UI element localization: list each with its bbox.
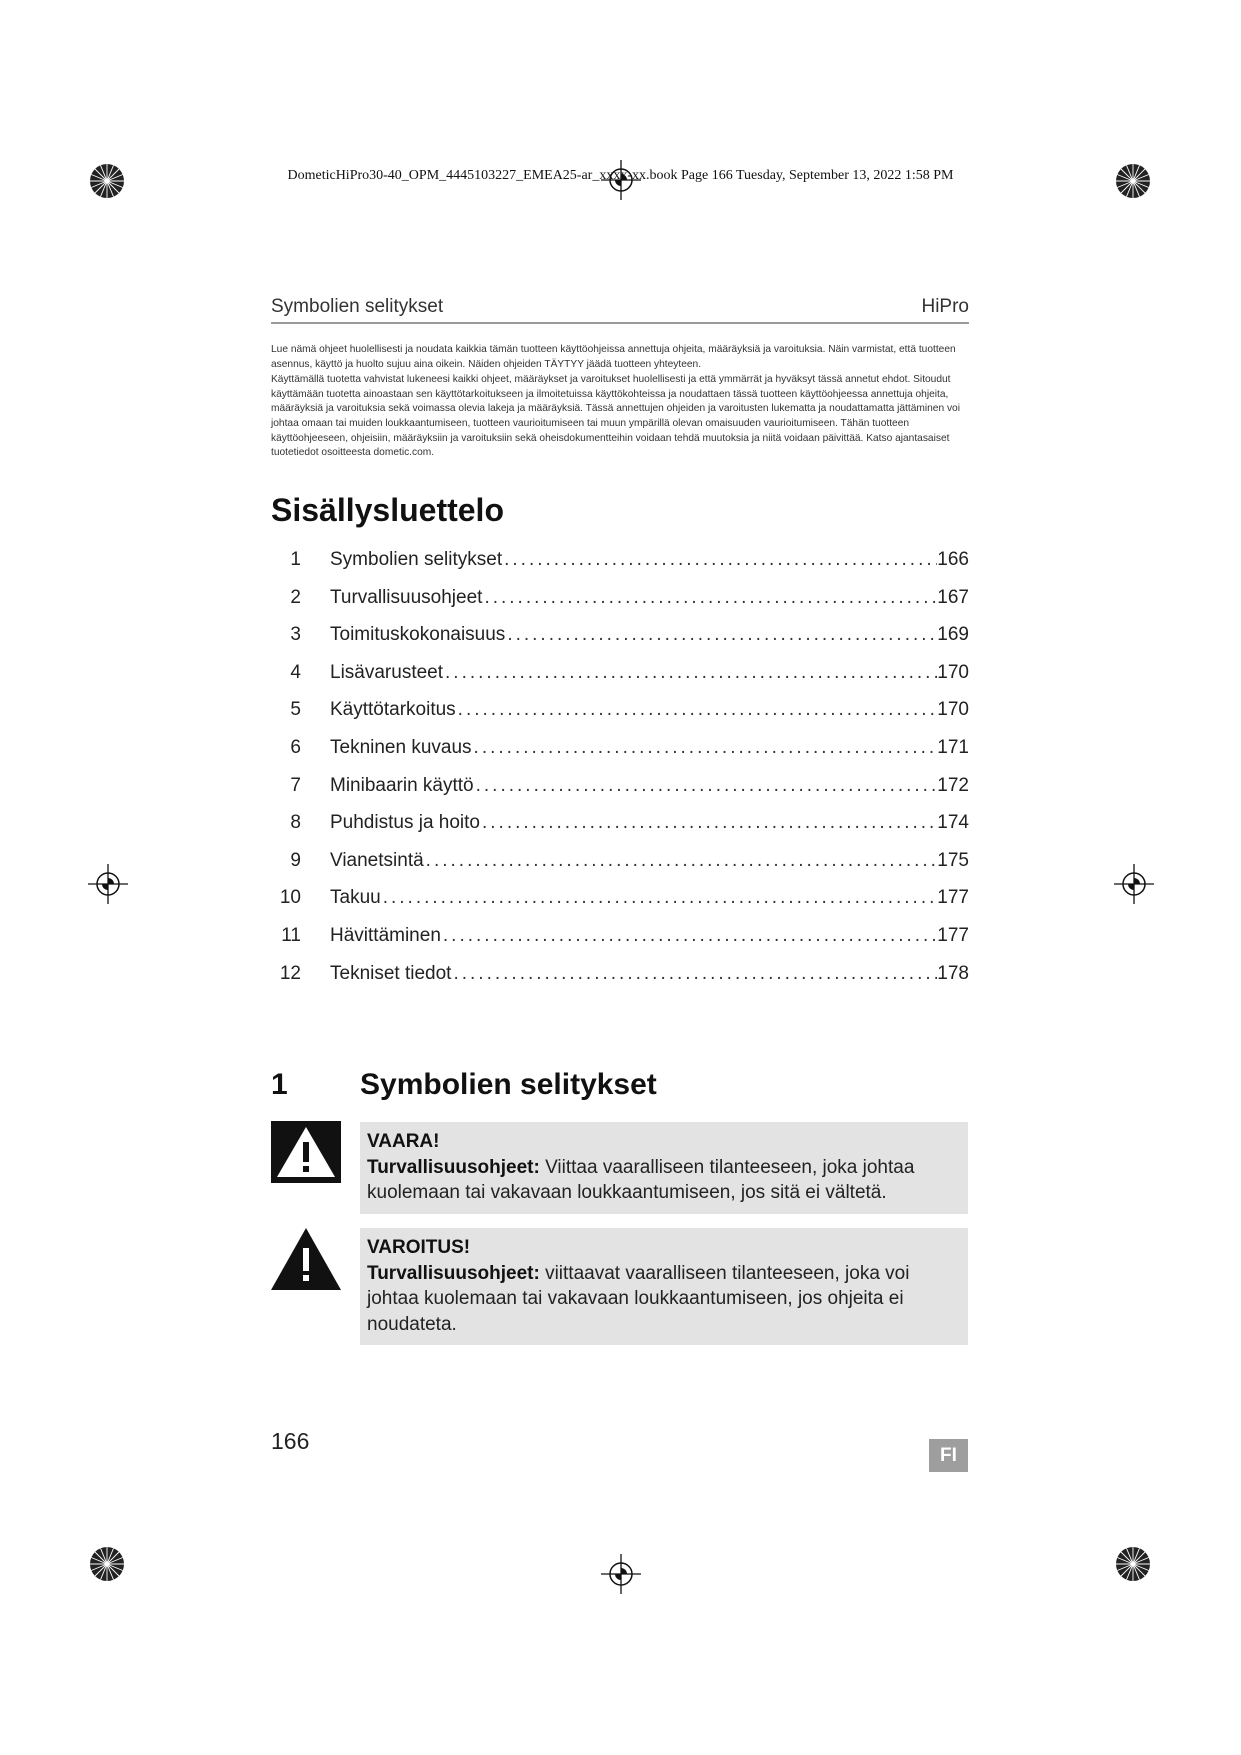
toc-entry-line — [330, 847, 969, 875]
toc-entry-number: 6 — [290, 736, 301, 758]
toc-leader-dots — [482, 584, 937, 612]
toc-entry-line — [330, 696, 969, 724]
toc-entry[interactable] — [271, 809, 969, 847]
toc-entry[interactable] — [271, 696, 969, 734]
toc-entry-line — [330, 922, 969, 950]
toc-entry[interactable] — [271, 621, 969, 659]
toc-entry-line — [330, 621, 969, 649]
toc-entry-title: Tekniset tiedot — [330, 962, 452, 984]
toc-entry-page: 170 — [937, 661, 969, 683]
toc-entry-line — [330, 772, 969, 800]
toc-entry[interactable] — [271, 922, 969, 960]
toc-entry-line — [330, 659, 969, 687]
toc-entry-title: Vianetsintä — [330, 849, 424, 871]
toc-entry-number: 11 — [281, 924, 301, 946]
warning-label: VAROITUS! — [367, 1237, 471, 1258]
toc-leader-dots — [381, 884, 938, 912]
toc-leader-dots — [424, 847, 938, 875]
toc-leader-dots — [456, 696, 938, 724]
intro-text — [271, 343, 969, 462]
toc-entry-number: 12 — [279, 962, 301, 984]
table-of-contents — [271, 546, 969, 997]
crop-sunburst-icon — [1115, 1546, 1151, 1582]
toc-entry[interactable] — [271, 734, 969, 772]
language-tab: FI — [929, 1439, 968, 1472]
toc-entry-line — [330, 809, 969, 837]
warning-icon — [271, 1228, 341, 1290]
toc-entry[interactable] — [271, 960, 969, 998]
toc-leader-dots — [474, 772, 938, 800]
toc-entry[interactable] — [271, 847, 969, 885]
toc-entry-title: Tekninen kuvaus — [330, 736, 472, 758]
toc-entry-line — [330, 734, 969, 762]
section-title: Symbolien selitykset — [360, 1068, 657, 1101]
header-section-title: Symbolien selitykset — [271, 296, 444, 317]
toc-entry-page: 174 — [937, 812, 969, 834]
toc-entry-number: 8 — [290, 812, 301, 834]
toc-leader-dots — [502, 546, 937, 574]
toc-entry-page: 178 — [937, 962, 969, 984]
toc-leader-dots — [480, 809, 937, 837]
toc-entry[interactable] — [271, 884, 969, 922]
toc-entry-title: Toimituskokonaisuus — [330, 624, 506, 646]
warning-text: viittaavat vaaralliseen tilanteeseen, joka voi johtaa kuolemaan tai vakavaan loukkaantumiseen, jos ohjeita ei noudateta. — [367, 1262, 910, 1335]
toc-entry-line — [330, 584, 969, 612]
warning-lead: Turvallisuusohjeet: — [367, 1262, 540, 1284]
toc-entry-title: Hävittäminen — [330, 924, 441, 946]
section-number: 1 — [271, 1068, 288, 1101]
danger-text: Viittaa vaaralliseen tilanteeseen, joka johtaa kuolemaan tai vakavaan loukkaantumiseen, jos sitä ei vältetä. — [367, 1156, 915, 1203]
toc-entry-number: 9 — [290, 849, 301, 871]
toc-leader-dots — [505, 621, 937, 649]
toc-entry-page: 169 — [937, 624, 969, 646]
toc-entry-page: 175 — [937, 849, 969, 871]
toc-entry-title: Symbolien selitykset — [330, 549, 503, 570]
toc-entry-line — [330, 546, 969, 574]
toc-entry-page: 172 — [937, 774, 969, 796]
toc-entry-line — [330, 884, 969, 912]
toc-entry-page: 170 — [937, 699, 969, 721]
toc-entry-number: 10 — [279, 887, 301, 909]
toc-entry-page: 167 — [937, 586, 969, 608]
toc-entry-number: 5 — [290, 699, 301, 721]
toc-entry-number: 3 — [290, 624, 301, 646]
toc-entry-number: 4 — [290, 661, 301, 683]
danger-lead: Turvallisuusohjeet: — [367, 1156, 540, 1178]
toc-leader-dots — [443, 659, 937, 687]
toc-entry-title: Minibaarin käyttö — [330, 774, 474, 796]
warning-notice — [360, 1228, 968, 1345]
danger-icon — [271, 1121, 341, 1183]
toc-entry-page: 166 — [937, 549, 969, 570]
registration-mark-icon — [1114, 864, 1154, 904]
toc-entry-title: Käyttötarkoitus — [330, 699, 456, 721]
toc-entry-title: Turvallisuusohjeet — [330, 586, 483, 608]
danger-label: VAARA! — [367, 1131, 440, 1152]
toc-entry-title: Lisävarusteet — [330, 661, 444, 683]
toc-entry-number: 1 — [290, 549, 301, 570]
registration-mark-icon — [601, 1554, 641, 1594]
toc-leader-dots — [451, 960, 937, 988]
toc-leader-dots — [472, 734, 938, 762]
toc-leader-dots — [441, 922, 937, 950]
crop-sunburst-icon — [89, 1546, 125, 1582]
running-header — [271, 296, 969, 324]
page-number: 166 — [271, 1428, 310, 1454]
toc-entry-number: 7 — [290, 774, 301, 796]
toc-entry[interactable] — [271, 546, 969, 584]
toc-entry-number: 2 — [290, 586, 301, 608]
toc-entry[interactable] — [271, 772, 969, 810]
danger-notice — [360, 1122, 968, 1214]
toc-entry-title: Puhdistus ja hoito — [330, 812, 480, 834]
print-slug: DometicHiPro30-40_OPM_4445103227_EMEA25-ar_xxxx-xx.book Page 166 Tuesday, September 13, 2022 1:58 PM — [287, 168, 954, 183]
toc-entry-page: 171 — [937, 736, 969, 758]
toc-entry-page: 177 — [937, 887, 969, 909]
toc-entry-page: 177 — [937, 924, 969, 946]
toc-entry-line — [330, 960, 969, 988]
toc-heading: Sisällysluettelo — [271, 492, 504, 528]
intro-paragraph: Käyttämällä tuotetta vahvistat lukeneesi kaikki ohjeet, määräykset ja varoitukset huolellisesti ja että ymmärrät ja hyväksyt tässä annetut ehdot. Sitoudut käyttämään tuotetta ainoastaan sen käyttötarkoitukseen ja ilmoitetuissa käyttökohteissa ja noudattaen tässä tuotteen käyttöohjeessa annettuja ohjeita, määräyksiä ja varoituksia sekä voimassa olevia lakeja ja määräyksiä. Tässä annettujen ohjeiden ja varoitusten lukematta ja noudattamatta jättäminen voi johtaa omaan tai muiden loukkaantumiseen, tuotteen vaurioitumiseen tai muun ympärillä olevan omaisuuden vaurioitumiseen. Tähän tuotteen käyttöohjeeseen, ohjeisiin, määräyksiin ja varoituksiin sekä oheisdokumentteihin voidaan tehdä muutoksia ja niitä voidaan päivittää. Katso ajantasaiset tuotetiedot osoitteesta dometic.com. — [271, 374, 960, 459]
intro-paragraph: Lue nämä ohjeet huolellisesti ja noudata kaikkia tämän tuotteen käyttöohjeissa annettuja ohjeita, määräyksiä ja varoituksia. Näin varmistat, että tuotteen asennus, käyttö ja huolto sujuu aina oikein. Näiden ohjeiden TÄYTYY jäädä tuotteen yhteyteen. — [271, 344, 956, 370]
toc-entry[interactable] — [271, 659, 969, 697]
header-product: HiPro — [921, 296, 969, 317]
toc-entry[interactable] — [271, 584, 969, 622]
registration-mark-icon — [88, 864, 128, 904]
toc-entry-title: Takuu — [330, 887, 381, 909]
